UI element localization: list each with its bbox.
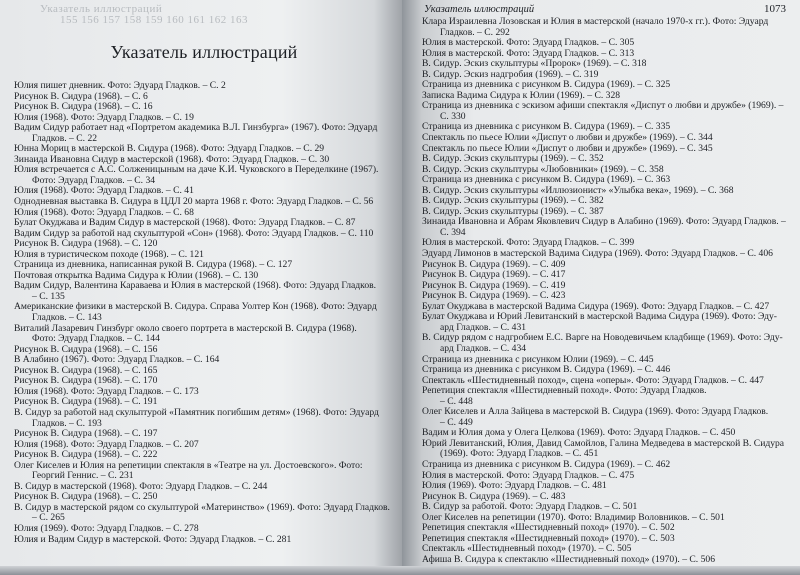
entry-continuation: Гладков. – С. 22 <box>32 132 98 144</box>
entry-line: Страница из дневника с рисунком В. Сидура (1969). – С. 325 <box>422 79 671 91</box>
entry-line: Рисунок В. Сидура (1968). – С. 222 <box>14 449 158 461</box>
entry-line: Вадим Сидур, Валентина Караваева и Юлия в мастерской (1968). Фото: Эдуард Гладков. <box>14 280 377 292</box>
index-entry <box>14 503 394 524</box>
bleed-through-text: Указатель иллюстраций <box>40 3 163 15</box>
entry-line: Рисунок В. Сидура (1969). – С. 419 <box>422 279 566 291</box>
entry-line: В. Сидур. Эскиз скульптуры (1969). – С. 352 <box>422 153 604 165</box>
entry-continuation: – С. 449 <box>440 416 473 428</box>
entry-continuation: Гладков. – С. 193 <box>32 417 102 429</box>
index-entry <box>422 386 792 407</box>
index-entry <box>422 133 792 144</box>
entry-line: Рисунок В. Сидура (1969). – С. 409 <box>422 258 566 270</box>
entry-line: Юлия (1969). Фото: Эдуард Гладков. – С. 481 <box>422 480 607 492</box>
illustration-index-list <box>422 17 792 565</box>
entry-line: Юнна Мориц в мастерской В. Сидура (1968). Фото: Эдуард Гладков. – С. 29 <box>14 143 325 155</box>
entry-line: Вадим Сидур работает над «Портретом академика В.Л. Гинзбурга» (1967). Фото: Эдуард <box>14 122 378 134</box>
entry-line: Вадим и Юлия дома у Олега Целкова (1969). Фото: Эдуард Гладков. – С. 450 <box>422 427 736 439</box>
index-entry <box>14 408 394 429</box>
entry-line: Юлия в мастерской. Фото: Эдуард Гладков. – С. 475 <box>422 469 635 481</box>
index-entry <box>14 429 394 440</box>
entry-line: Рисунок В. Сидура (1968). – С. 250 <box>14 491 158 503</box>
page-number: 1073 <box>764 3 786 15</box>
entry-continuation: С. 330 <box>440 110 466 122</box>
entry-line: Олег Киселев и Юлия на репетиции спектакля в «Театре на ул. Достоевского». Фото: <box>14 459 363 471</box>
entry-line: Рисунок В. Сидура (1968). – С. 16 <box>14 101 153 113</box>
entry-line: Рисунок В. Сидура (1968). – С. 6 <box>14 90 148 102</box>
entry-line: Виталий Лазаревич Гинзбург около своего портрета в мастерской В. Сидура (1968). <box>14 322 357 334</box>
entry-line: Юлия в мастерской. Фото: Эдуард Гладков. – С. 399 <box>422 237 635 249</box>
entry-line: Олег Киселев на репетиции (1970). Фото: Владимир Воловников. – С. 501 <box>422 511 725 523</box>
entry-continuation: Фото: Эдуард Гладков. – С. 144 <box>32 333 160 345</box>
index-entry <box>14 197 394 208</box>
entry-line: Рисунок В. Сидура (1969). – С. 423 <box>422 290 566 302</box>
page-edge <box>0 566 800 575</box>
index-entry <box>422 17 792 38</box>
entry-line: Репетиция спектакля «Шестидневный поход» (1970). – С. 502 <box>422 522 675 534</box>
index-entry <box>14 165 394 186</box>
entry-line: Эдуард Лимонов в мастерской Вадима Сидура (1969). Фото: Эдуард Гладков. – С. 406 <box>422 248 773 260</box>
entry-continuation: Гладков. – С. 292 <box>440 26 510 38</box>
entry-line: Юлия встречается с А.С. Солженицыным на даче К.И. Чуковского в Переделкине (1967). <box>14 164 379 176</box>
entry-line: Спектакль «Шестидневный поход» (1970). – С. 505 <box>422 543 632 555</box>
index-entry <box>422 217 792 238</box>
entry-line: Репетиция спектакля «Шестидневный поход». Фото: Эдуард Гладков. <box>422 385 707 397</box>
entry-line: Булат Окуджава и Юрий Левитанский в мастерской Вадима Сидура (1969). Фото: Эду- <box>422 311 777 323</box>
entry-line: Записка Вадима Сидура к Юлии (1969). – С. 328 <box>422 89 621 101</box>
entry-continuation: Фото: Эдуард Гладков. – С. 34 <box>32 174 156 186</box>
entry-line: В. Сидур. Эскиз скульптуры «Пророк» (1969). – С. 318 <box>422 58 647 70</box>
entry-line: Рисунок В. Сидура (1968). – С. 120 <box>14 238 158 250</box>
index-entry <box>14 81 394 92</box>
index-entry <box>422 407 792 428</box>
entry-continuation: – С. 135 <box>32 290 65 302</box>
entry-line: Юлия (1968). Фото: Эдуард Гладков. – С. 19 <box>14 111 194 123</box>
right-page <box>402 0 800 575</box>
index-entry <box>422 249 792 260</box>
entry-line: Однодневная выставка В. Сидура в ЦДЛ 20 марта 1968 г. Фото: Эдуард Гладков. – С. 56 <box>14 196 374 208</box>
entry-line: В Алабино (1967). Фото: Эдуард Гладков. – С. 164 <box>14 354 220 366</box>
index-entry <box>422 439 792 460</box>
index-entry <box>14 324 394 345</box>
entry-line: Юлия (1969). Фото: Эдуард Гладков. – С. 278 <box>14 522 199 534</box>
entry-line: Булат Окуджава в мастерской Вадима Сидура (1969). Фото: Эдуард Гладков. – С. 427 <box>422 300 770 312</box>
entry-line: Страница из дневника с рисунком Юлии (1969). – С. 445 <box>422 353 654 365</box>
index-entry <box>14 535 394 546</box>
running-head: Указатель иллюстраций <box>424 4 535 15</box>
entry-line: Афиша В. Сидура к спектаклю «Шестидневный поход» (1970). – С. 506 <box>422 553 715 565</box>
index-entry <box>422 555 792 566</box>
entry-line: Булат Окуджава и Вадим Сидур в мастерской (1968). Фото: Эдуард Гладков. – С. 87 <box>14 217 356 229</box>
entry-line: В. Сидур за работой над скульптурой «Памятник погибшим детям» (1968). Фото: Эдуард <box>14 406 379 418</box>
index-entry <box>14 461 394 482</box>
entry-continuation: С. 394 <box>440 226 466 238</box>
index-entry <box>422 365 792 376</box>
entry-continuation: (1969). Фото: Эдуард Гладков. – С. 451 <box>440 448 599 460</box>
entry-line: Страница из дневника с рисунком В. Сидура (1969). – С. 446 <box>422 364 671 376</box>
index-entry <box>422 312 792 333</box>
entry-continuation: – С. 448 <box>440 395 473 407</box>
entry-line: Юлия пишет дневник. Фото: Эдуард Гладков. – С. 2 <box>14 80 226 91</box>
entry-line: Страница из дневника, написанная рукой В. Сидура (1968). – С. 127 <box>14 259 293 271</box>
index-entry <box>14 302 394 323</box>
entry-line: Страница из дневника с рисунком В. Сидура (1969). – С. 462 <box>422 458 671 470</box>
entry-line: Рисунок В. Сидура (1969). – С. 483 <box>422 490 566 502</box>
entry-line: Рисунок В. Сидура (1969). – С. 417 <box>422 269 566 281</box>
entry-line: Рисунок В. Сидура (1968). – С. 170 <box>14 375 158 387</box>
entry-line: Репетиция спектакля «Шестидневный поход» (1970). – С. 503 <box>422 532 675 544</box>
entry-line: Вадим Сидур за работой над скульптурой «Сон» (1968). Фото: Эдуард Гладков. – С. 110 <box>14 227 374 239</box>
entry-line: В. Сидур. Эскиз скульптуры (1969). – С. 387 <box>422 205 604 217</box>
entry-continuation: Георгий Геннис. – С. 231 <box>32 470 134 482</box>
index-entry <box>422 460 792 471</box>
entry-continuation: ард Гладков. – С. 434 <box>440 342 527 354</box>
entry-line: Юлия (1968). Фото: Эдуард Гладков. – С. 68 <box>14 206 194 218</box>
entry-line: Страница из дневника с рисунком В. Сидура (1969). – С. 363 <box>422 174 671 186</box>
index-entry <box>14 524 394 535</box>
entry-line: Рисунок В. Сидура (1968). – С. 165 <box>14 364 158 376</box>
entry-line: Спектакль «Шестидневный поход», сцена «оперы». Фото: Эдуард Гладков. – С. 447 <box>422 374 764 386</box>
index-entry <box>14 123 394 144</box>
entry-continuation: Гладков. – С. 143 <box>32 312 102 324</box>
entry-line: Зинаида Ивановна Сидур в мастерской (1968). Фото: Эдуард Гладков. – С. 30 <box>14 153 330 165</box>
entry-line: Почтовая открытка Вадима Сидура к Юлии (1968). – С. 130 <box>14 269 259 281</box>
entry-line: В. Сидур. Эскиз скульптуры «Иллюзионист» «Улыбка века», 1969). – С. 368 <box>422 184 734 196</box>
entry-line: Зинаида Ивановна и Абрам Яковлевич Сидур в Алабино (1969). Фото: Эдуард Гладков. – <box>422 216 786 228</box>
entry-continuation: – С. 265 <box>32 512 65 524</box>
entry-line: В. Сидур. Эскиз скульптуры «Любовники» (1969). – С. 358 <box>422 163 664 175</box>
entry-line: Американские физики в мастерской В. Сидура. Справа Уолтер Кон (1968). Фото: Эдуард <box>14 301 377 313</box>
entry-line: Юлия в мастерской. Фото: Эдуард Гладков. – С. 305 <box>422 37 635 49</box>
entry-line: Юлия (1968). Фото: Эдуард Гладков. – С. 173 <box>14 385 199 397</box>
entry-line: Рисунок В. Сидура (1968). – С. 191 <box>14 396 158 408</box>
entry-line: Страница из дневника с рисунком В. Сидура (1969). – С. 335 <box>422 121 671 133</box>
entry-line: Юлия в туристическом походе (1968). – С. 121 <box>14 248 204 260</box>
entry-line: Юлия (1968). Фото: Эдуард Гладков. – С. 207 <box>14 438 199 450</box>
entry-continuation: ард Гладков. – С. 431 <box>440 321 527 333</box>
entry-line: В. Сидур рядом с надгробием Е.С. Варге на Новодевичьем кладбище (1969). Фото: Эду- <box>422 332 783 344</box>
entry-line: Юрий Левитанский, Юлия, Давид Самойлов, Галина Медведева в мастерской В. Сидура <box>422 437 785 449</box>
index-entry <box>422 333 792 354</box>
entry-line: Юлия и Вадим Сидур в мастерской. Фото: Эдуард Гладков. – С. 281 <box>14 533 292 545</box>
entry-line: Спектакль по пьесе Юлии «Диспут о любви и дружбе» (1969). – С. 345 <box>422 142 713 154</box>
entry-line: В. Сидур. Эскиз скульптуры (1969). – С. 382 <box>422 195 604 207</box>
entry-line: Рисунок В. Сидура (1968). – С. 156 <box>14 343 158 355</box>
entry-line: Юлия в мастерской. Фото: Эдуард Гладков. – С. 313 <box>422 47 635 59</box>
entry-line: Страница из дневника с эскизом афиши спектакля «Диспут о любви и дружбе» (1969). – <box>422 100 784 112</box>
bleed-through-text: 155 156 157 158 159 160 161 162 163 <box>60 14 248 26</box>
page-title: Указатель иллюстраций <box>110 42 298 62</box>
entry-line: В. Сидур в мастерской рядом со скульптурой «Материнство» (1969). Фото: Эдуард Гладков. <box>14 501 390 513</box>
index-entry <box>422 101 792 122</box>
entry-line: Олег Киселев и Алла Зайцева в мастерской В. Сидура (1969). Фото: Эдуард Гладков. <box>422 406 769 418</box>
entry-line: Спектакль по пьесе Юлии «Диспут о любви и дружбе» (1969). – С. 344 <box>422 132 713 144</box>
entry-line: В. Сидур за работой. Фото: Эдуард Гладков. – С. 501 <box>422 501 638 513</box>
illustration-index-list <box>14 81 394 545</box>
entry-line: В. Сидур в мастерской (1968). Фото: Эдуард Гладков. – С. 244 <box>14 480 268 492</box>
entry-line: Клара Израилевна Лозовская и Юлия в мастерской (начало 1970-х гг.). Фото: Эдуард <box>422 16 769 27</box>
entry-line: Юлия (1968). Фото: Эдуард Гладков. – С. 41 <box>14 185 194 197</box>
index-entry <box>14 281 394 302</box>
entry-line: Рисунок В. Сидура (1968). – С. 197 <box>14 428 158 440</box>
entry-line: В. Сидур. Эскиз надгробия (1969). – С. 319 <box>422 68 599 80</box>
